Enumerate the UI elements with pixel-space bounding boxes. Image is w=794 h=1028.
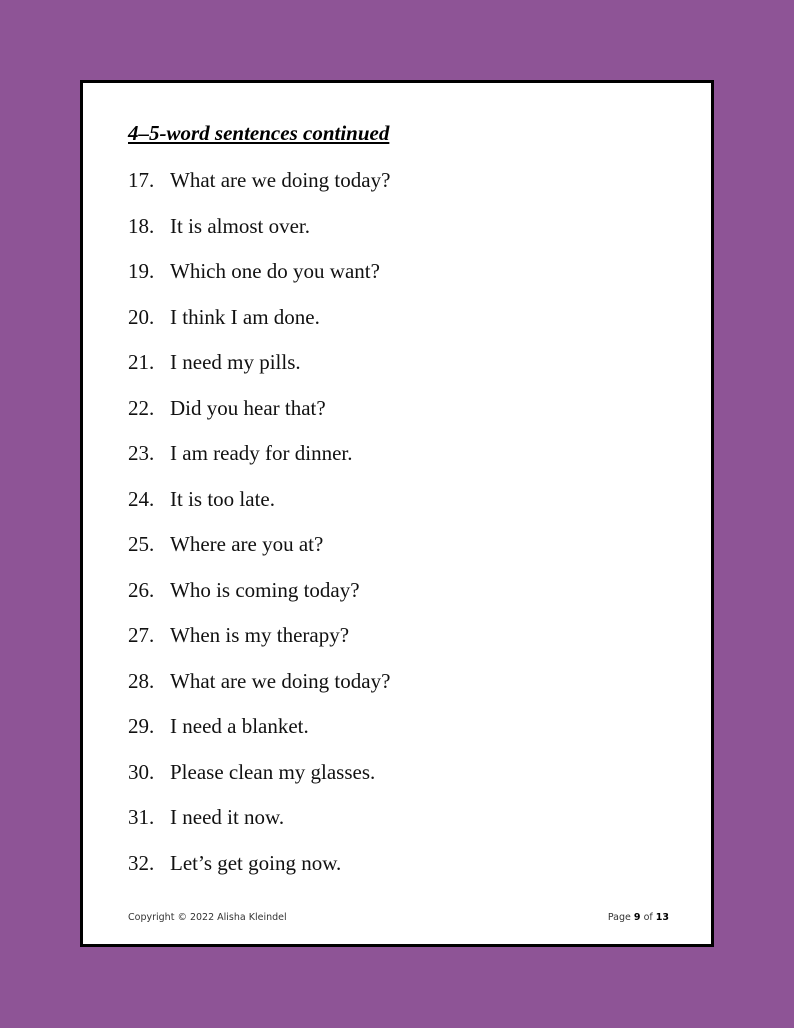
item-text: Please clean my glasses. — [170, 759, 376, 784]
item-number: 25. — [128, 532, 155, 556]
document-page — [80, 80, 714, 947]
item-text: I need a blanket. — [170, 714, 309, 738]
list-item — [128, 623, 390, 669]
item-text: Who is coming today? — [170, 577, 360, 602]
item-text: I think I am done. — [170, 304, 320, 329]
item-number: 17. — [128, 168, 155, 192]
item-number: 23. — [128, 441, 155, 465]
page-label: Page — [607, 912, 631, 923]
list-item — [128, 760, 390, 806]
item-text: I need my pills. — [170, 350, 301, 374]
item-text: When is my therapy? — [170, 623, 350, 647]
list-item — [128, 532, 390, 578]
item-number: 19. — [128, 259, 155, 283]
list-item — [128, 214, 390, 260]
item-text: It is too late. — [170, 486, 275, 511]
list-item — [128, 441, 390, 487]
page-total: 13 — [655, 912, 669, 923]
item-number: 28. — [128, 668, 155, 693]
item-text: I am ready for dinner. — [170, 441, 353, 465]
item-text: Which one do you want? — [170, 259, 380, 283]
item-text: What are we doing today? — [170, 668, 391, 693]
list-item — [128, 578, 390, 624]
page-current: 9 — [633, 912, 641, 923]
item-number: 22. — [128, 395, 155, 420]
item-number: 26. — [128, 577, 155, 602]
item-number: 32. — [128, 850, 155, 875]
item-number: 18. — [128, 213, 155, 238]
list-item — [128, 714, 390, 760]
list-item — [128, 350, 390, 396]
list-item — [128, 487, 390, 533]
list-item — [128, 851, 390, 897]
sentence-list — [128, 168, 390, 896]
item-number: 29. — [128, 714, 155, 738]
item-number: 24. — [128, 486, 155, 511]
item-text: I need it now. — [170, 805, 285, 829]
item-text: What are we doing today? — [170, 168, 391, 192]
item-number: 30. — [128, 759, 155, 784]
list-item — [128, 259, 390, 305]
list-item — [128, 396, 390, 442]
list-item — [128, 805, 390, 851]
item-text: Did you hear that? — [170, 395, 326, 420]
item-text: It is almost over. — [170, 213, 310, 238]
section-title: 4–5-word sentences continued — [128, 121, 390, 145]
item-text: Where are you at? — [170, 532, 324, 556]
item-number: 31. — [128, 805, 155, 829]
of-label: of — [643, 912, 653, 923]
list-item — [128, 669, 390, 715]
item-number: 21. — [128, 350, 155, 374]
item-text: Let’s get going now. — [170, 850, 342, 875]
copyright-text: Copyright © 2022 Alisha Kleindel — [128, 912, 287, 923]
item-number: 20. — [128, 304, 155, 329]
item-number: 27. — [128, 623, 155, 647]
list-item — [128, 305, 390, 351]
list-item — [128, 168, 390, 214]
page-number — [608, 912, 669, 923]
